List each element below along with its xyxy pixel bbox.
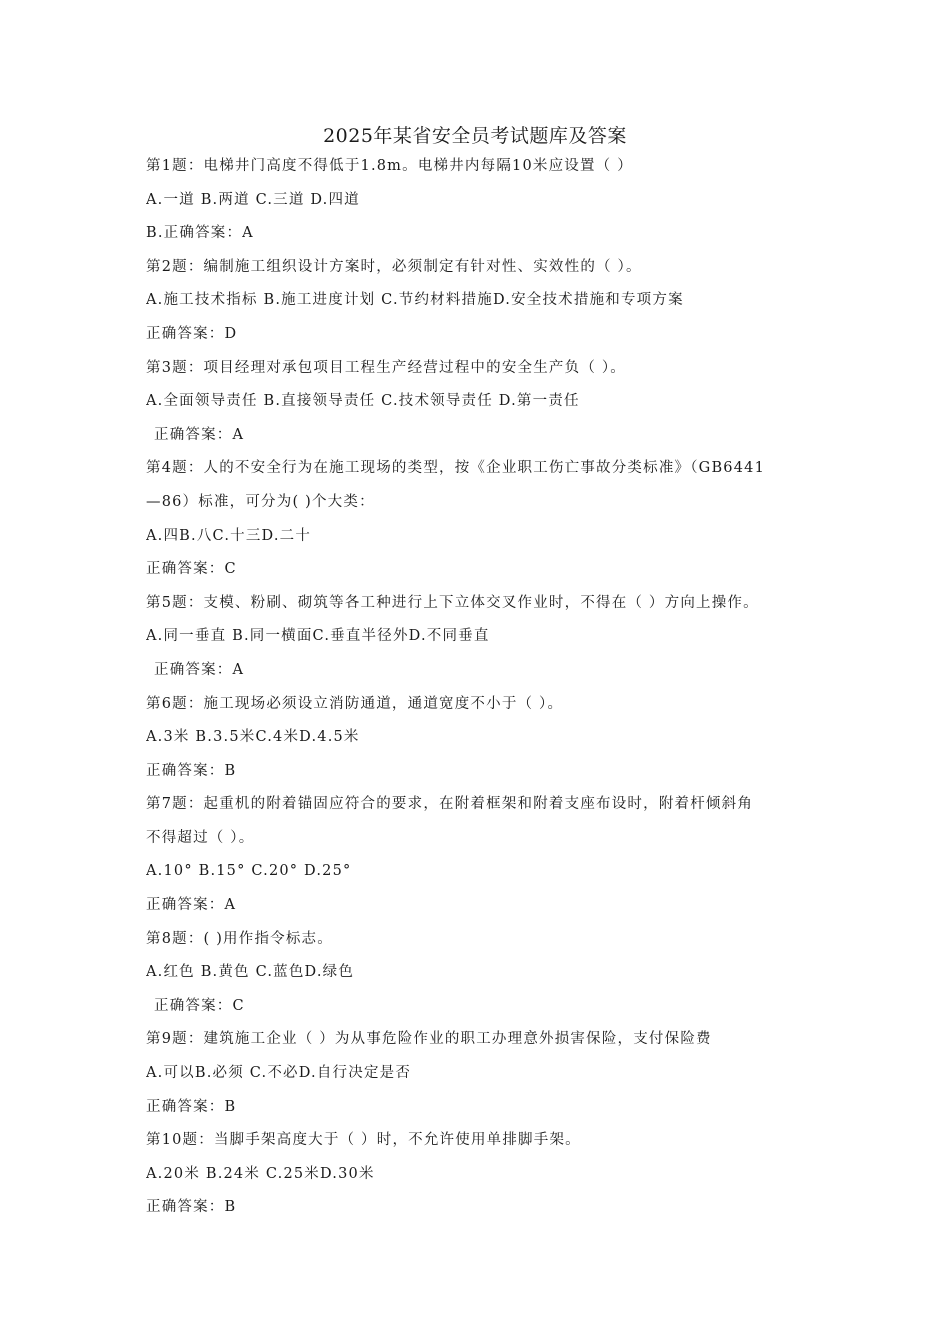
q2-options: A.施工技术指标 B.施工进度计划 C.节约材料措施D.安全技术措施和专项方案: [146, 292, 684, 309]
q4-answer: 正确答案：C: [146, 561, 237, 578]
q8-options: A.红色 B.黄色 C.蓝色D.绿色: [146, 964, 355, 981]
q2-answer: 正确答案：D: [146, 325, 238, 342]
q10-answer: 正确答案：B: [146, 1199, 237, 1216]
q4-stem: 第4题：人的不安全行为在施工现场的类型，按《企业职工伤亡事故分类标准》（GB6441: [146, 460, 766, 477]
q9-stem: 第9题：建筑施工企业（ ）为从事危险作业的职工办理意外损害保险，支付保险费: [146, 1031, 712, 1048]
q1-answer: B.正确答案：A: [146, 225, 254, 242]
q5-answer: 正确答案：A: [154, 661, 245, 678]
q6-options: A.3米 B.3.5米C.4米D.4.5米: [146, 729, 360, 746]
q2-stem: 第2题：编制施工组织设计方案时，必须制定有针对性、实效性的（ ）。: [146, 258, 642, 275]
q6-answer: 正确答案：B: [146, 762, 237, 779]
document-title: 2025年某省安全员考试题库及答案: [323, 125, 627, 147]
q7-answer: 正确答案：A: [146, 897, 237, 914]
q3-stem: 第3题：项目经理对承包项目工程生产经营过程中的安全生产负（ ）。: [146, 359, 626, 376]
q10-stem: 第10题：当脚手架高度大于（ ）时，不允许使用单排脚手架。: [146, 1132, 581, 1149]
q3-answer: 正确答案：A: [154, 426, 245, 443]
q8-answer: 正确答案：C: [154, 997, 245, 1014]
q10-options: A.20米 B.24米 C.25米D.30米: [146, 1165, 375, 1182]
q3-options: A.全面领导责任 B.直接领导责任 C.技术领导责任 D.第一责任: [146, 393, 580, 410]
question-list: [146, 150, 826, 1225]
q6-stem: 第6题：施工现场必须设立消防通道，通道宽度不小于（ ）。: [146, 695, 564, 712]
q7-stem: 第7题：起重机的附着锚固应符合的要求，在附着框架和附着支座布设时，附着杆倾斜角: [146, 796, 754, 813]
q4-options: A.四B.八C.十三D.二十: [146, 527, 312, 544]
q1-options: A.一道 B.两道 C.三道 D.四道: [146, 191, 360, 208]
q7-options: A.10° B.15° C.20° D.25°: [146, 863, 352, 880]
q9-answer: 正确答案：B: [146, 1098, 237, 1115]
q1-stem: 第1题：电梯井门高度不得低于1.8m。电梯井内每隔10米应设置（ ）: [146, 158, 633, 174]
q7-stem-continued: 不得超过（ ）。: [146, 829, 255, 846]
q5-stem: 第5题：支模、粉刷、砌筑等各工种进行上下立体交叉作业时，不得在（ ）方向上操作。: [146, 594, 759, 611]
q4-stem-continued: —86）标准，可分为( )个大类：: [146, 493, 375, 510]
q9-options: A.可以B.必须 C.不必D.自行决定是否: [146, 1065, 412, 1082]
q5-options: A.同一垂直 B.同一横面C.垂直半径外D.不同垂直: [146, 628, 490, 645]
q8-stem: 第8题：( )用作指令标志。: [146, 930, 333, 947]
